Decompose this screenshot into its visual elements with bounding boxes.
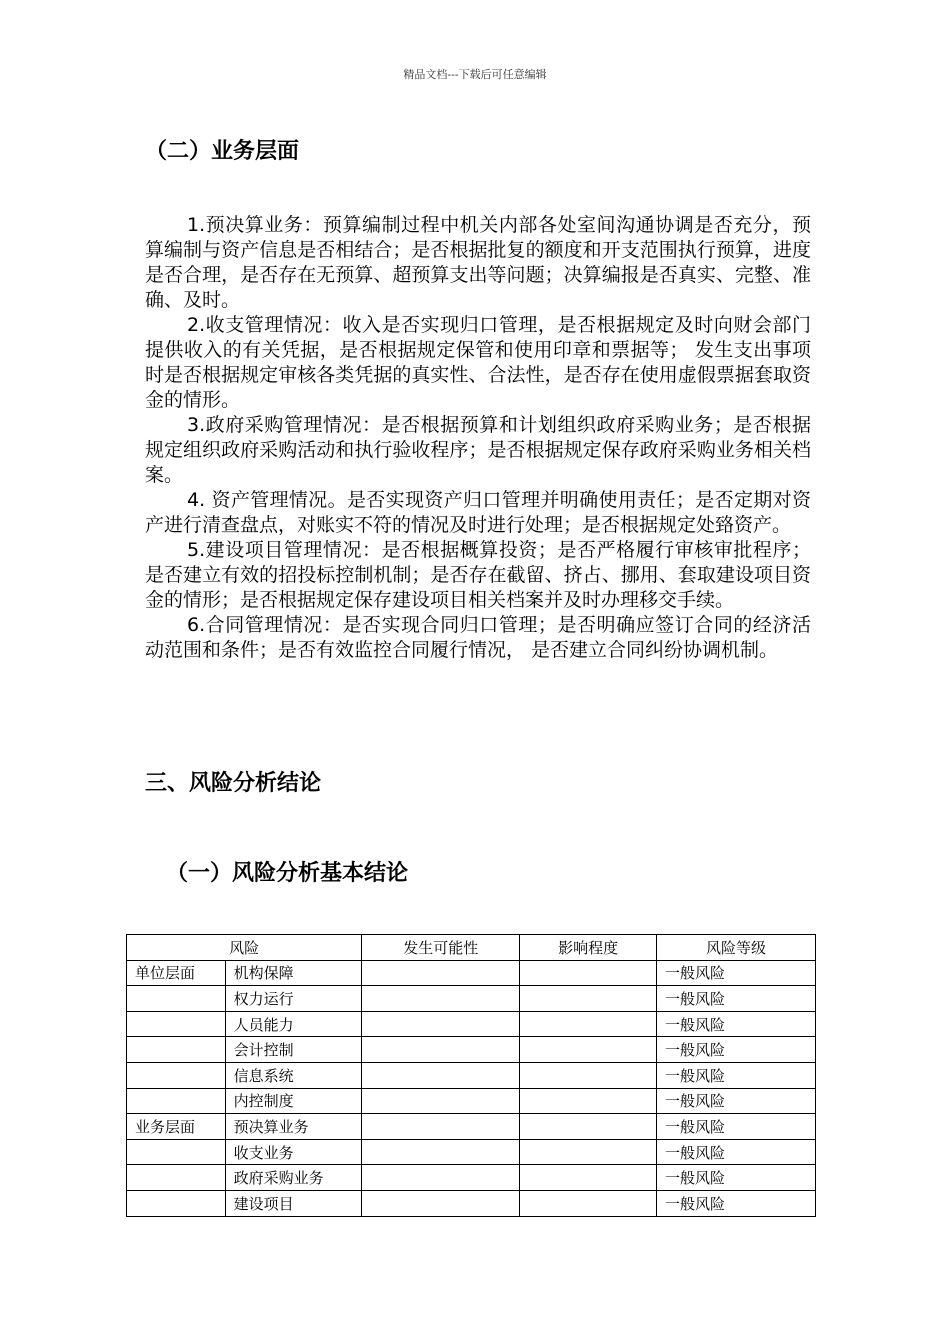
paragraph-contracts: 6.合同管理情况：是否实现合同归口管理；是否明确应签订合同的经济活动范围和条件；是否有效监控合同履行情况， 是否建立合同纠纷协调机制。 <box>145 614 811 661</box>
row-impact-cell <box>520 1165 657 1191</box>
row-impact-cell <box>520 1088 657 1114</box>
table-row <box>127 1139 816 1165</box>
row-group-cell <box>127 1037 226 1063</box>
header-impact: 影响程度 <box>520 935 657 961</box>
row-group-cell <box>127 1011 226 1037</box>
table-row <box>127 1088 816 1114</box>
table-row <box>127 1165 816 1191</box>
row-group-cell <box>127 1190 226 1216</box>
row-level-cell: 一般风险 <box>657 1062 816 1088</box>
row-likelihood-cell <box>362 1139 520 1165</box>
row-impact-cell <box>520 1139 657 1165</box>
row-item-cell: 建设项目 <box>225 1190 362 1216</box>
table-header-row <box>127 935 816 961</box>
header-risk-level: 风险等级 <box>657 935 816 961</box>
row-item-cell: 人员能力 <box>225 1011 362 1037</box>
table-row <box>127 1062 816 1088</box>
row-impact-cell <box>520 1114 657 1140</box>
row-likelihood-cell <box>362 986 520 1012</box>
row-group-cell: 业务层面 <box>127 1114 226 1140</box>
row-item-cell: 会计控制 <box>225 1037 362 1063</box>
row-likelihood-cell <box>362 960 520 986</box>
section-conclusion-title: 三、风险分析结论 <box>145 771 322 796</box>
row-item-cell: 信息系统 <box>225 1062 362 1088</box>
row-level-cell: 一般风险 <box>657 1114 816 1140</box>
risk-table-body <box>127 960 816 1216</box>
row-level-cell: 一般风险 <box>657 960 816 986</box>
row-level-cell: 一般风险 <box>657 986 816 1012</box>
section-basic-conclusion-title: （一）风险分析基本结论 <box>166 861 409 886</box>
paragraph-assets: 4. 资产管理情况。是否实现资产归口管理并明确使用责任；是否定期对资产进行清查盘点，对账实不符的情况及时进行处理；是否根据规定处臵资产。 <box>145 489 811 536</box>
table-row <box>127 1114 816 1140</box>
business-paragraphs <box>145 213 811 663</box>
row-group-cell <box>127 1062 226 1088</box>
row-impact-cell <box>520 986 657 1012</box>
paragraph-procurement: 3.政府采购管理情况：是否根据预算和计划组织政府采购业务；是否根据规定组织政府采购活动和执行验收程序；是否根据规定保存政府采购业务相关档案。 <box>145 414 811 486</box>
row-likelihood-cell <box>362 1190 520 1216</box>
row-impact-cell <box>520 1190 657 1216</box>
paragraph-revenue-expense: 2.收支管理情况：收入是否实现归口管理，是否根据规定及时向财会部门提供收入的有关凭据，是否根据规定保管和使用印章和票据等； 发生支出事项时是否根据规定审核各类凭据的真实性、合法性，是否存在使用虚假票据套取资金的情形。 <box>145 314 811 411</box>
row-group-cell <box>127 1165 226 1191</box>
row-item-cell: 收支业务 <box>225 1139 362 1165</box>
header-risk: 风险 <box>127 935 362 961</box>
row-likelihood-cell <box>362 1062 520 1088</box>
row-impact-cell <box>520 960 657 986</box>
section-business-title: （二）业务层面 <box>145 139 300 164</box>
table-row <box>127 1037 816 1063</box>
row-likelihood-cell <box>362 1088 520 1114</box>
page-header: 精品文档---下载后可任意编辑 <box>403 68 547 81</box>
row-level-cell: 一般风险 <box>657 1190 816 1216</box>
row-group-cell: 单位层面 <box>127 960 226 986</box>
row-level-cell: 一般风险 <box>657 1088 816 1114</box>
row-likelihood-cell <box>362 1114 520 1140</box>
row-item-cell: 权力运行 <box>225 986 362 1012</box>
row-item-cell: 预决算业务 <box>225 1114 362 1140</box>
risk-table <box>126 934 816 1217</box>
row-item-cell: 政府采购业务 <box>225 1165 362 1191</box>
row-item-cell: 内控制度 <box>225 1088 362 1114</box>
table-row <box>127 960 816 986</box>
row-likelihood-cell <box>362 1165 520 1191</box>
table-row <box>127 986 816 1012</box>
paragraph-construction: 5.建设项目管理情况：是否根据概算投资；是否严格履行审核审批程序；是否建立有效的招投标控制机制；是否存在截留、挤占、挪用、套取建设项目资金的情形；是否根据规定保存建设项目相关档案并及时办理移交手续。 <box>145 539 811 611</box>
row-level-cell: 一般风险 <box>657 1011 816 1037</box>
row-item-cell: 机构保障 <box>225 960 362 986</box>
row-level-cell: 一般风险 <box>657 1139 816 1165</box>
row-level-cell: 一般风险 <box>657 1037 816 1063</box>
row-impact-cell <box>520 1062 657 1088</box>
table-row <box>127 1011 816 1037</box>
row-group-cell <box>127 1088 226 1114</box>
row-group-cell <box>127 1139 226 1165</box>
table-row <box>127 1190 816 1216</box>
row-likelihood-cell <box>362 1011 520 1037</box>
row-level-cell: 一般风险 <box>657 1165 816 1191</box>
paragraph-budget: 1.预决算业务：预算编制过程中机关内部各处室间沟通协调是否充分，预算编制与资产信息是否相结合；是否根据批复的额度和开支范围执行预算，进度是否合理，是否存在无预算、超预算支出等问题；决算编报是否真实、完整、准确、及时。 <box>145 214 811 311</box>
row-group-cell <box>127 986 226 1012</box>
row-likelihood-cell <box>362 1037 520 1063</box>
row-impact-cell <box>520 1011 657 1037</box>
row-impact-cell <box>520 1037 657 1063</box>
header-likelihood: 发生可能性 <box>362 935 520 961</box>
